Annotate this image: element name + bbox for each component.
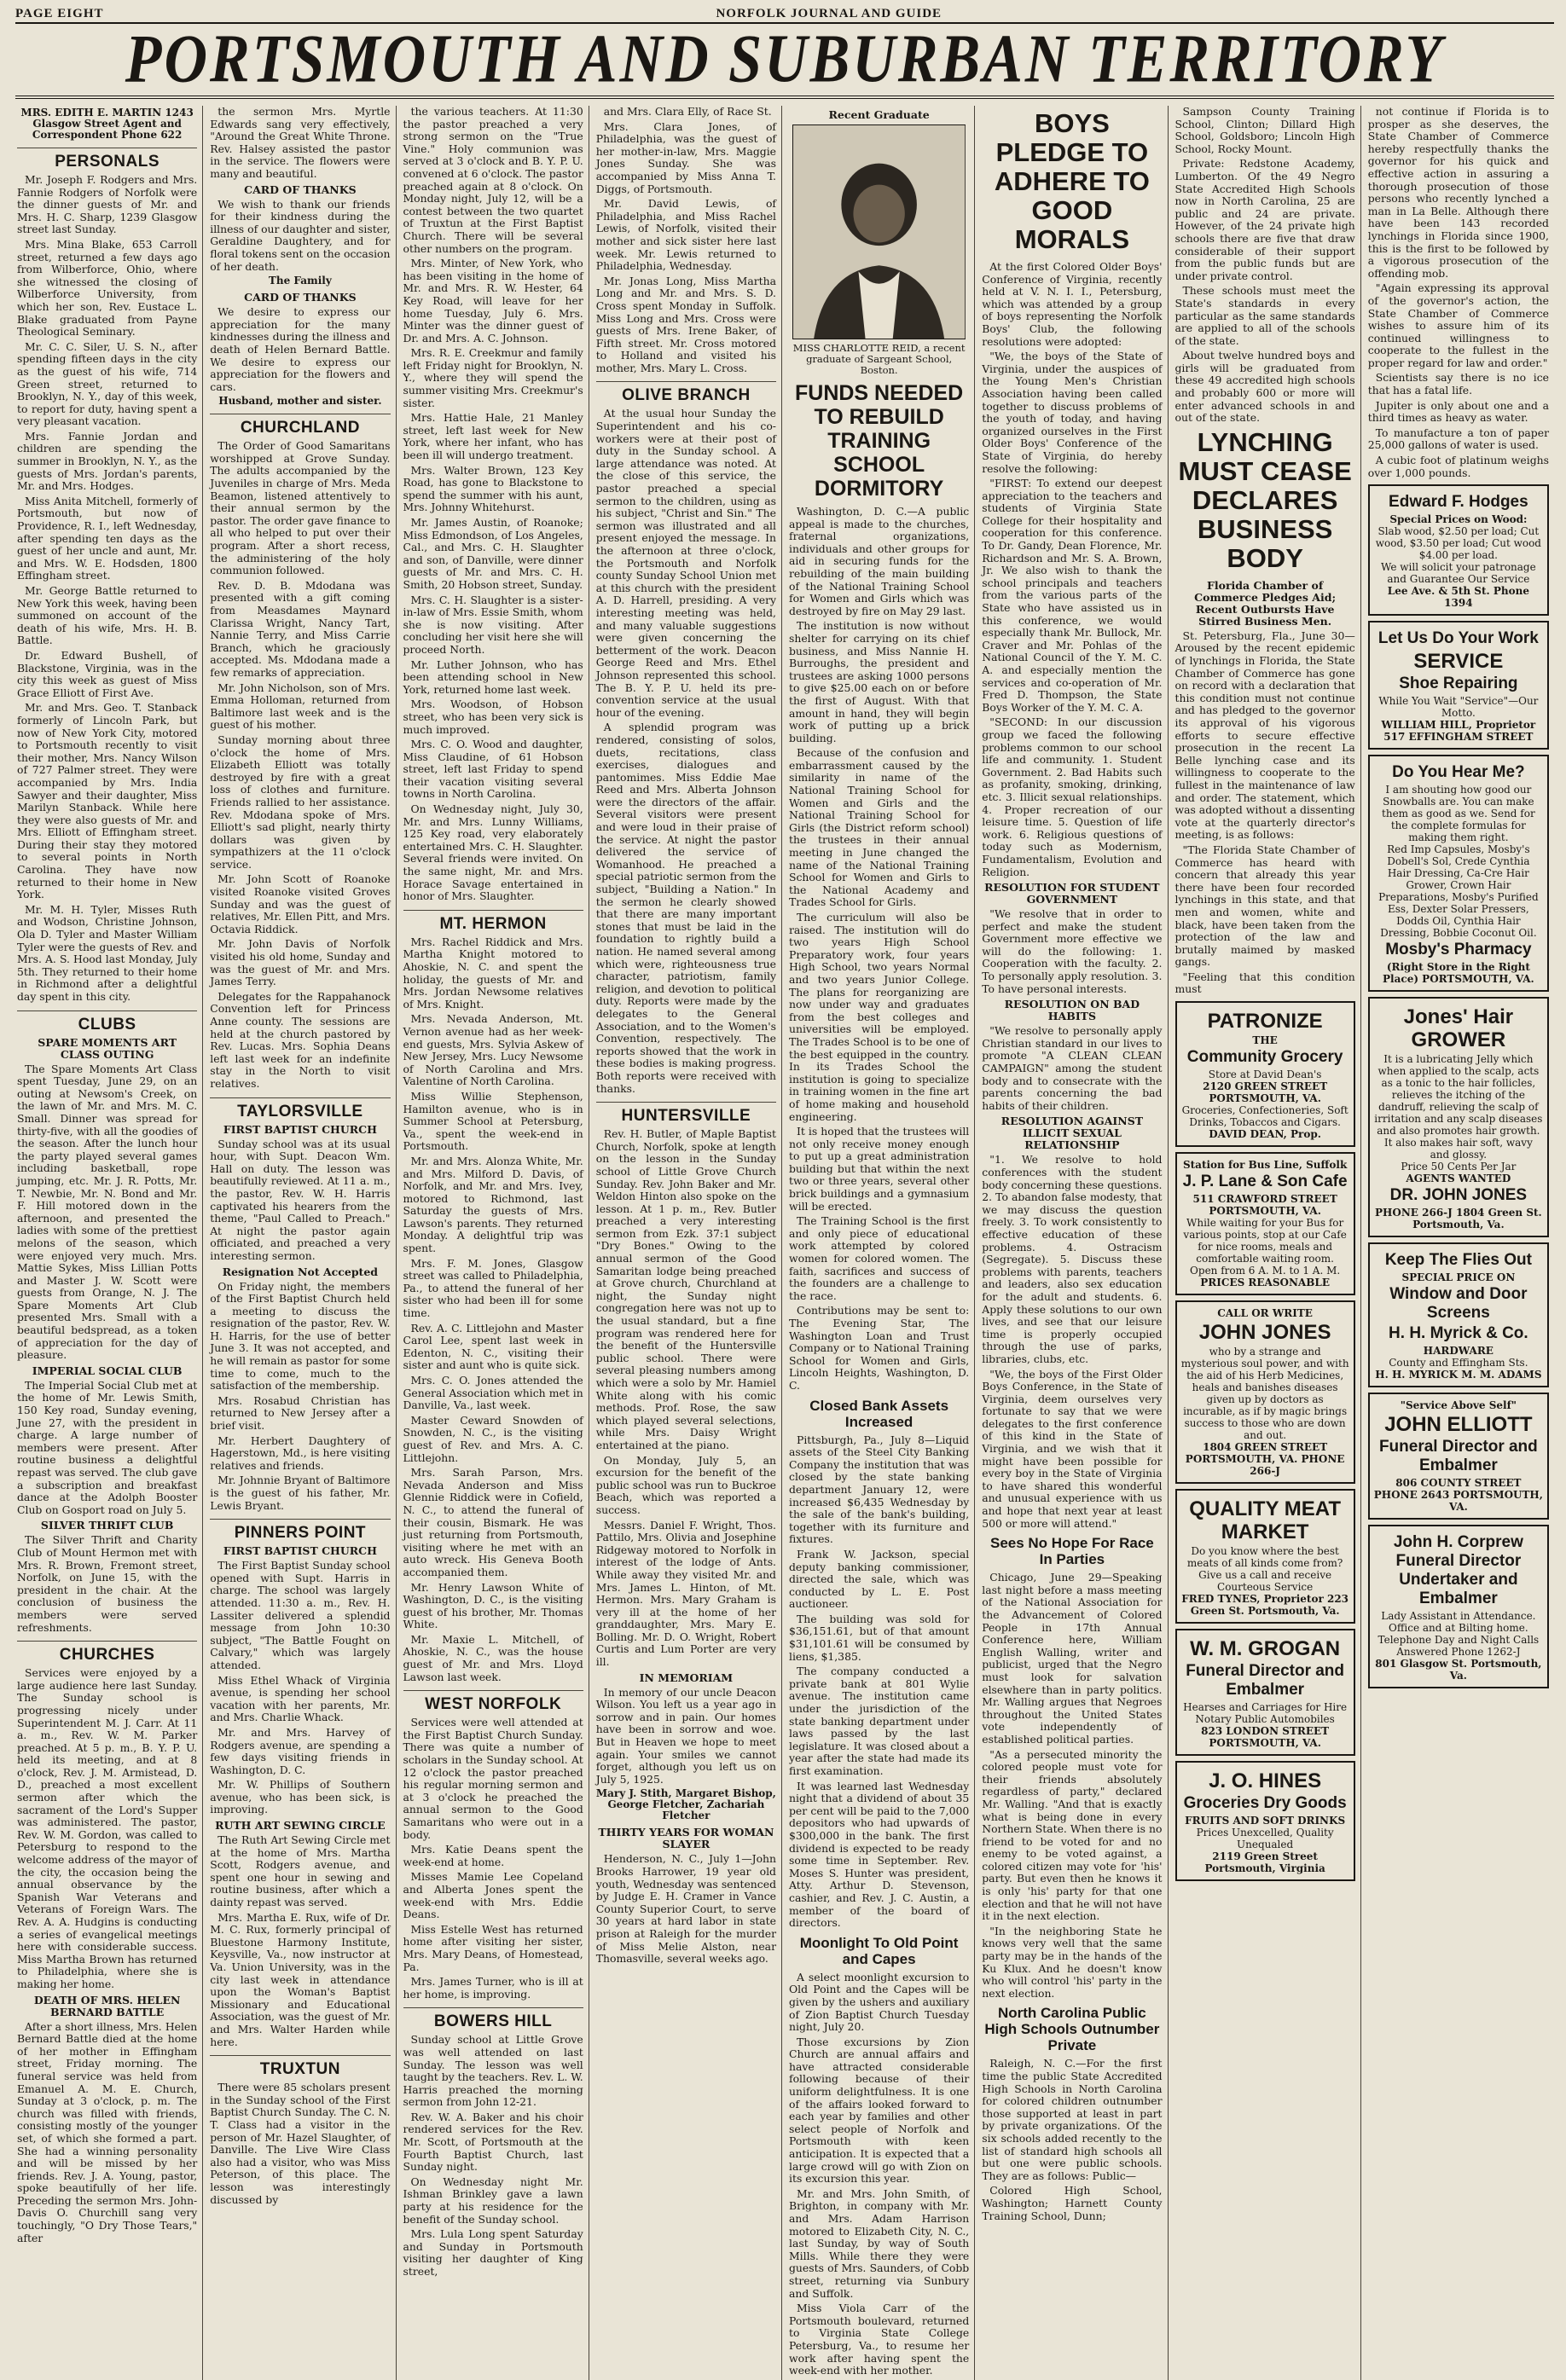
headline: Sees No Hope For Race In Parties (989, 1535, 1154, 1568)
article-paragraph: Mrs. R. E. Creekmur and family left Friday night for Brooklyn, N. Y., where they will spend the summer visiting Mrs. Creekmur's sister. (403, 346, 583, 409)
advertisement-service (1368, 621, 1549, 750)
article-paragraph: Sunday morning about three o'clock the home of Mrs. Elizabeth Elliott was totally destroyed by fire with a great loss of clothes and furniture. Friends rallied to her assistance. Rev. Mdodana spoke of Mrs. Elliott's sad plight, nearly thirty dollars was given by sympathizers at the 11 o'clock service. (210, 733, 391, 871)
article-paragraph: Mrs. C. O. Wood and daughter, Miss Claudine, of 61 Hobson street, left last Friday to spend their vacation visiting several towns in North Carolina. (403, 738, 583, 801)
headline: LYNCHING MUST CEASE DECLARES BUSINESS BODY (1178, 426, 1352, 573)
article-paragraph: Frank W. Jackson, special deputy banking commissioner, directed the sale, which was conducted by L. E. Post auctioneer. (789, 1547, 970, 1611)
article-paragraph: On Wednesday night Mr. Ishman Brinkley gave a lawn party at his residence for the benefit of the Sunday school. (403, 2174, 583, 2226)
article-paragraph: It was learned last Wednesday night that a dividend of about 35 per cent will be paid to the 7,000 depositors who had upwards of $300,000 in the bank. The first dividend is expected to be ready some time in September. Rev. Moses S. Hunter was president, Atty. Arthur D. Stevenson, cashier, and Rev. J. C. Austin, a member of the board of directors. (789, 1779, 970, 1930)
ad-line: WILLIAM HILL, Proprietor 517 EFFINGHAM STREET (1381, 719, 1536, 744)
ad-line: 2120 GREEN STREET PORTSMOUTH, VA. (1203, 1080, 1328, 1105)
ad-line: Funeral Director and Embalmer (1378, 1438, 1538, 1475)
ad-line: HARDWARE (1423, 1345, 1494, 1358)
ad-line: (Right Store in the Right Place) PORTSMOUTH, VA. (1383, 961, 1534, 986)
article-paragraph: Master Ceward Snowden of Snowden, N. C., is the visiting guest of Rev. and Mrs. A. C. Littlejohn. (403, 1413, 583, 1464)
article-paragraph: At the usual hour Sunday the Superintendent and his co-workers were at their post of duty in the Sunday school. A large attendance was noted. At the close of this service, the pastor preached a special sermon to the children, using as his subject, "Christ and Sin." The sermon was illustrated and all present enjoyed the message. In the afternoon at three o'clock, the Portsmouth and Norfolk county Sunday School Union met at this church with the president A. D. Harrell, presiding. A very interesting meeting was held, and many valuable suggestions were given concerning the betterment of the work. Deacon George Reed and Mrs. Ethel Johnson represented this school. The B. Y. P. U. held its pre-convention service at the usual hour of the evening. (595, 407, 776, 719)
article-paragraph: On Friday night, the members of the First Baptist Church held a meeting to discuss the resignation of the pastor, Rev. W. H. Harris, for the use of better June 3. It was not accepted, and he will remain as pastor for some time to come, much to the satisfaction of the membership. (210, 1279, 391, 1393)
article-paragraph: Mr. and Mrs. John Smith, of Brighton, in company with Mr. and Mrs. Adam Harrison motored to Elizabeth City, N. C., last Sunday, by way of South Mills. While there they were guests of Mrs. Saunders, of Cobb street, returning via Sunbury and Suffolk. (789, 2186, 970, 2300)
advertisement-mosby (1368, 755, 1549, 992)
article-paragraph: Mrs. Minter, of New York, who has been visiting in the home of Mr. and Mrs. R. W. Hester, 64 Key Road, will leave for her home Tuesday, July 6. Mrs. Minter was the dinner guest of Dr. and Mrs. A. C. Johnson. (403, 257, 583, 345)
ad-line: DAVID DEAN, Prop. (1209, 1128, 1321, 1141)
ad-line: Let Us Do Your Work (1378, 629, 1539, 648)
ad-line: DR. JOHN JONES (1389, 1186, 1528, 1205)
article-paragraph: The Silver Thrift and Charity Club of Mount Hermon met with Mrs. R. Brown, Fremont street, Norfolk, on June 15, with the president in the chair. At the conclusion of business the members were served refreshments. (17, 1533, 198, 1634)
column-7 (1174, 106, 1361, 2380)
article-paragraph: Mrs. Lula Long spent Saturday and Sunday in Portsmouth visiting her daughter of King street, (403, 2227, 583, 2278)
ad-line: J. O. HINES (1209, 1769, 1322, 1793)
subheading: Florida Chamber of Commerce Pledges Aid; Recent Outbursts Have Stirred Business Men. (1194, 578, 1337, 628)
ad-line: H. H. Myrick & Co. (1389, 1324, 1528, 1343)
article-paragraph: "1. We resolve to hold conferences with the student body concerning these questions. 2. To abandon false modesty, that we may discuss the question freely. 3. To work consistently to effective education of these problems. 4. Ostracism (Segregate). 5. Discuss these problems with parents, teachers and leaders, also sex education for the adult and students. 6. Apply these solutions to our own lives, and see that our leisure time is properly occupied through the use of parks, libraries, clubs, etc. (982, 1153, 1163, 1365)
ad-line: 806 COUNTY STREET PHONE 2643 PORTSMOUTH, VA. (1373, 1477, 1543, 1514)
section-banner (15, 21, 1554, 99)
article-paragraph: The Ruth Art Sewing Circle met at the home of Mrs. Martha Scott, Rodgers avenue, and spent one hour in sewing and routine business, after which a dainty repast was served. (210, 1833, 391, 1909)
article-paragraph: "SECOND: In our discussion group we faced the following problems common to our school life and community. 1. Student Government. 2. Bad Habits such as profanity, smoking, drinking, etc. 3. Illicit sexual relationships. 4. Proper recreation of our leisure time. 5. Question of life work. 6. Religious questions of today such as Modernism, Fundamentalism, Evolution and Religion. (982, 715, 1163, 878)
article-paragraph: Mrs. Sarah Parson, Mrs. Nevada Anderson and Miss Glennie Riddick were in Cofield, N. C., to attend the funeral of their cousin, Bismark. He was just returning from Portsmouth, visiting where he met with an auto wreck. His Geneva Booth accompanied them. (403, 1466, 583, 1578)
section-heading: TAYLORSVILLE (210, 1097, 390, 1121)
ad-line: I am shouting how good our Snowballs are. You can make them as good as we. Send for the complete formulas for making them right. (1382, 784, 1535, 844)
ad-line: H. H. MYRICK M. M. ADAMS (1375, 1369, 1542, 1381)
ad-line: 2119 Green Street Portsmouth, Virginia (1204, 1850, 1325, 1875)
subheading: IMPERIAL SOCIAL CLUB (32, 1364, 183, 1377)
ad-line: Mosby's Pharmacy (1385, 941, 1532, 959)
column-5 (787, 106, 975, 2380)
subheading: Resignation Not Accepted (222, 1265, 379, 1278)
ad-line: SERVICE (1413, 650, 1504, 674)
article-paragraph: Miss Anita Mitchell, formerly of Portsmouth, but now of Providence, R. I., left Wednesday, after spending ten days as the guest of her uncle and aunt, Mr. and Mrs. W. E. Hodsden, 1800 Effingham street. (17, 494, 198, 582)
subheading: SILVER THRIFT CLUB (40, 1519, 174, 1532)
advertisement-elliott (1368, 1393, 1549, 1520)
article-paragraph: Mrs. Rosabud Christian has returned to New Jersey after a brief visit. (210, 1393, 391, 1433)
advertisement-jones (1175, 1300, 1355, 1484)
article-paragraph: "FIRST: To extend our deepest appreciation to the teachers and students of Virginia State College for their hospitality and cooperation for this conference. To Dr. Gandy, Dean Florence, Mr. Richardson and Mr. S. A. Brown, Jr. We also wish to thank the school principals and teachers from the various parts of the State who have assisted us in this conference, we would especially thank Mr. Bullock, Mr. Craver and Mr. Pohlas of the National Council of the Y. M. C. A. and especially mention the services and co-operation of Mr. Fred D. Thompson, the State Boys Worker of the Y. M. C. A. (982, 477, 1163, 714)
column-2 (208, 106, 396, 2380)
article-paragraph: Chicago, June 29—Speaking last night before a mass meeting of the National Association for the Advancement of Colored People in 17th Annual Conference here, William English Walling, writer and publicist, urged that the Negro must look for salvation elsewhere than in party politics. Mr. Walling argues that Negroes throughout the United States vote independently of established political parties. (982, 1571, 1163, 1746)
advertisement-hodges (1368, 484, 1549, 616)
ad-line: CALL OR WRITE (1217, 1307, 1313, 1320)
article-paragraph: Mr. John Scott of Roanoke visited Roanoke visited Groves Sunday and was the guest of relatives, Mr. Ellen Pitt, and Mrs. Octavia Riddick. (210, 872, 391, 935)
article-paragraph: Mrs. Fannie Jordan and children are spending the summer in Brooklyn, N. Y., as the guests of Mrs. Jordan's parents, Mr. and Mrs. Hodges. (17, 429, 198, 493)
article-paragraph: the various teachers. At 11:30 the pastor preached a very strong sermon on the "True Vine." Holy communion was served at 3 o'clock and B. Y. P. U. convened at 6 o'clock. The pastor preached again at 8 o'clock. On Monday night, July 12, will be a contest between the two quartet of Truxtun at the First Baptist Church. There will be several other numbers on the program. (403, 105, 583, 255)
ad-line: QUALITY MEAT MARKET (1189, 1497, 1342, 1544)
article-paragraph: Because of the confusion and embarrassment caused by the similarity in name of the National Training School for Women and Girls and the National Training School for Girls (the District reform school) the trustees in their annual meeting in June changed the name of the National Training School for Women and Girls to the National Academy and Trades School for Girls. (789, 746, 970, 909)
article-paragraph: The Training School is the first and only piece of educational work attempted by colored women for colored women. The faith, sacrifices and success of the founders are a challenge to the race. (789, 1214, 970, 1302)
article-paragraph: Mr. James Austin, of Roanoke; Miss Edmondson, of Los Angeles, Cal., and Mrs. C. H. Slaughter and son, of Danville, were dinner guests of Mr. and Mrs. C. H. Smith, 20 Hobson street, Sunday. (403, 516, 583, 591)
article-paragraph: Mrs. Woodson, of Hobson street, who has been very sick is much improved. (403, 698, 583, 736)
article-paragraph: St. Petersburg, Fla., June 30—Aroused by the recent epidemic of lynchings in Florida, the State Chamber of Commerce has gone on record with a declaration that this condition must not continue and has pledged to the governor its approval of his vigorous efforts to secure effective prosecution in the recent La Belle lynching case and its willingness to cooperate to the fullest in the maintenance of law and order. The statement, which was adopted without a dissenting vote at the quarterly director's meeting, is as follows: (1174, 628, 1355, 842)
ad-line: PRICES REASONABLE (1200, 1277, 1330, 1289)
article-paragraph: Mr. Luther Johnson, who has been attending school in New York, returned home last week. (403, 657, 583, 696)
ad-line: County and Effingham Sts. (1389, 1357, 1528, 1370)
ad-line: JOHN JONES (1198, 1321, 1331, 1345)
subheading: FIRST BAPTIST CHURCH (223, 1544, 377, 1558)
article-paragraph: On Wednesday night, July 30, Mr. and Mrs. Lunny Williams, 125 Key road, very elaborately entertained Mrs. C. H. Slaughter. Several friends were invited. On the same night, Mr. and Mrs. Horace Savage entertained in honor of Mrs. Slaughter. (403, 802, 583, 903)
article-paragraph: A select moonlight excursion to Old Point and the Capes will be given by the ushers and auxiliary of Zion Baptist Church Tuesday night, July 20. (789, 1970, 970, 2034)
article-paragraph: The Spare Moments Art Class spent Tuesday, June 29, on an outing at Newsom's Creek, on the lawn of Mr. and Mrs. M. C. Small. Dinner was spread for thirty-five, with all the goodies of the season. After the lunch hour the party played several games including basketball, rope jumping, etc. Mr. J. R. Potts, Mr. T. Newbie, Mr. N. Bond and Mr. F. Hill motored down in the afternoon, and presented the ladies with some of the prettiest melons of the season, which were enjoyed very much. Mrs. Mattie Sykes, Miss Lillian Potts and Master J. W. Scott were guests from Orange, N. J. The Spare Moments Art Club presented Mrs. Small with a beautiful bedspread, as a token of appreciation for the day of pleasure. (17, 1062, 198, 1362)
section-heading: BOWERS HILL (403, 2007, 583, 2030)
ad-line: Groceries Dry Goods (1183, 1794, 1347, 1813)
ad-line: Shoe Repairing (1399, 675, 1518, 693)
subheading: IN MEMORIAM (639, 1671, 734, 1684)
article-paragraph: Rev. W. A. Baker and his choir rendered services for the Rev. Mr. Scott, of Portsmouth at the Fourth Baptist Church, last Sunday night. (403, 2110, 583, 2174)
article-paragraph: After a short illness, Mrs. Helen Bernard Battle died at the home of her mother in Effingham street, Friday morning. The funeral service was held from Emanuel A. M. E. Church, Sunday at 3 o'clock, p. m. The church was filled with friends, consisting mostly of the younger set, of which she formed a part. She had a winning personality and will be missed by her friends. Rev. J. A. Young, pastor, spoke beautifully of her life. Preceding the sermon Mrs. John-Davis O. Churchill sang very touchingly, "O Dry Those Tears," after (17, 2019, 198, 2244)
article-paragraph: These schools must meet the State's standards in every particular as the same standards are applied to all of the schools of the state. (1174, 284, 1355, 347)
newspaper-name: NORFOLK JOURNAL AND GUIDE (716, 6, 942, 20)
article-paragraph: Those excursions by Zion Church are annual affairs and have attracted considerable following because of their uniform delightfulness. It is one of the affairs looked forward to each year by families and other select people of Norfolk and Portsmouth with keen anticipation. It is expected that a large crowd will go with Zion on its excursion this year. (789, 2035, 970, 2186)
byline: Husband, mother and sister. (218, 395, 382, 408)
article-paragraph: "As a persecuted minority the colored people must vote for their friends absolutely regardless of party," declared Mr. Walling. "And that is exactly what is being done in every Northern State. When there is no friend to be voted for and no enemy to be voted against, a colored citizen may vote for 'his' party. But even then he knows it is only 'his' party for that one election and that he will not have it in the next election. (982, 1747, 1163, 1923)
article-paragraph: Services were enjoyed by a large audience here last Sunday. The Sunday school is progressing nicely under Superintendent M. J. Carr. At 11 a. m., Rev. W. M. Parker preached. At 5 p. m., B. Y. P. U. held its meeting, and at 8 o'clock, Rev. J. M. Armistead, D. D., preached a most excellent sermon after which the sacrament of the Lord's Supper was administered. The pastor, Rev. W. M. Gordon, was called to Petersburg to respond to the welcome address of the mayor of the city, the occasion being the annual observance by the Spanish War Veterans and Veterans of Foreign Wars. The Rev. A. A. Hudgins is conducting a series of evangelical meetings here with considerable success. Miss Martha Brown has returned to Philadelphia, where she is making her home. (17, 1666, 198, 1990)
ad-line: While waiting for your Bus for various points, stop at our Cafe for nice rooms, meals and comfortable waiting room. (1183, 1217, 1347, 1265)
article-paragraph: Mr. M. H. Tyler, Misses Ruth and Wodson, Christine Johnson, Ola D. Tyler and Master William Tyler were the guests of Rev. and Mrs. A. S. Hood last Monday, July 5th. They returned to their home in Richmond after a delightful day spent in this city. (17, 902, 198, 1003)
subheading: CARD OF THANKS (244, 291, 357, 304)
headline: Closed Bank Assets Increased (809, 1397, 949, 1430)
article-paragraph: Messrs. Daniel F. Wright, Thos. Pattilo, Mrs. Olivia and Josephine Ridgeway motored to Norfolk in interest of the lodge of Ants. While away they visited Mr. and Mrs. James L. Hinton, of Mt. Hermon. Mrs. Mary Graham is very ill at the home of her granddaughter, Mrs. Mary E. Bolling. Mr. D. O. Wright, Robert Curtis and Lum Porter are very ill. (595, 1518, 776, 1669)
advertisement-grower (1368, 997, 1549, 1237)
article-paragraph: Scientists say there is no ice that has a fatal life. (1367, 371, 1549, 397)
ad-line: W. M. GROGAN (1190, 1637, 1341, 1661)
article-paragraph: Miss Viola Carr of the Portsmouth boulevard, returned to Virginia State College Petersburg, Va., to resume her work after having spent the week-end with her mother. (789, 2302, 970, 2377)
article-paragraph: Henderson, N. C., July 1—John Brooks Harrower, 19 year old youth, Wednesday was sentenced by Judge E. H. Cramer in Vance County Superior Court, to serve 30 years at hard labor in state prison at Raleigh for the murder of Miss Melie Alston, near Thomasville, several weeks ago. (595, 1852, 776, 1966)
article-paragraph: Mr. and Mrs. Alonza White, Mr. and Mrs. Milford D. Davis, of Norfolk, and Mr. and Mrs. Ivey, motored to Richmond, last Saturday the guests of Mrs. Lawson's parents. They returned Monday. A delightful trip was spent. (403, 1154, 583, 1255)
subheading: RESOLUTION AGAINST ILLICIT SEXUAL RELATIONSHIP (1000, 1115, 1144, 1152)
section-heading: MT. HERMON (403, 910, 583, 933)
ad-line: Keep The Flies Out (1384, 1251, 1532, 1270)
ad-line: Red Imp Capsules, Mosby's Dobell's Sol, Crede Cynthia Hair Dressing, Ca-Cre Hair Grower, Crown Hair Preparations, Mosby's Purified Ess, Dexter Solar Pressers, Dodds Oil, Cynthia Hair Dressing, Bobbie Coconut Oil. (1378, 843, 1539, 940)
ad-line: Slab wood, $2.50 per load; Cut wood, $3.50 per load; Cut wood $4.00 per load. (1375, 525, 1541, 562)
headline: North Carolina Public High Schools Outnumber Private (984, 2005, 1160, 2054)
section-heading: CHURCHLAND (210, 414, 390, 437)
article-paragraph: Mrs. Hattie Hale, 21 Manley street, left last week for New York, where her infant, who has been ill will undergo treatment. (403, 411, 583, 462)
subheading: SPARE MOMENTS ART CLASS OUTING (38, 1035, 177, 1061)
ad-line: 823 LONDON STREET PORTSMOUTH, VA. (1201, 1725, 1330, 1750)
advertisement-corprew (1368, 1525, 1549, 1688)
section-heading: CHURCHES (17, 1641, 197, 1664)
article-paragraph: Contributions may be sent to: The Evening Star, The Washington Loan and Trust Company or to National Training School for Women and Girls, Lincoln Heights, Washington, D. C. (789, 1304, 970, 1392)
ad-line: We will solicit your patronage and Guarantee Our Service (1381, 561, 1536, 586)
ad-line: "Service Above Self" (1400, 1399, 1517, 1412)
article-paragraph: Pittsburgh, Pa., July 8—Liquid assets of the Steel City Banking Company the institution that was closed by the state banking department January 12, were increased $6,435 Wednesday by the sale of the bank's building, together with its furniture and fixtures. (789, 1433, 970, 1546)
ad-line: 1804 GREEN STREET PORTSMOUTH, VA. PHONE 266-J (1185, 1441, 1345, 1478)
section-title: PORTSMOUTH AND SUBURBAN TERRITORY (125, 21, 1445, 97)
article-paragraph: Mr. George Battle returned to New York this week, having been summoned on account of the death of his wife, Mrs. H. B. Battle. (17, 584, 198, 647)
ad-line: Price 50 Cents Per Jar (1401, 1161, 1517, 1173)
article-paragraph: The curriculum will also be raised. The institution will do two years High School Preparatory work, four years High School, two years Normal and two years Junior College. The plans for reorganizing are now under way and graduates from the best colleges and universities will be employed. The Trades School is to be one of the best equipped in the country. In its Trades School the institution is going to specialize in training women in the fine art of home making and household engineering. (789, 911, 970, 1123)
section-heading: OLIVE BRANCH (596, 381, 776, 404)
section-heading: TRUXTUN (210, 2055, 390, 2078)
article-paragraph: Jupiter is only about one and a third times as heavy as water. (1367, 398, 1549, 425)
advertisement-patronize (1175, 1001, 1355, 1147)
article-paragraph: Mr. and Mrs. Geo. T. Stanback formerly of Lincoln Park, but now of New York City, motored to Portsmouth recently to visit their mother, Mrs. Nancy Wilson of 727 Palmer street. They were accompanied by Mrs. India Sawyer and their daughter, Miss Marilyn Stanback. While here they were also guests of Mr. and Mrs. Elliott of Effingham street. During their stay they motored to several points in North Carolina. They have now returned to their home in New York. (17, 701, 198, 901)
headline: BOYS PLEDGE TO ADHERE TO GOOD MORALS (994, 108, 1150, 254)
subheading: RESOLUTION ON BAD HABITS (1004, 998, 1140, 1023)
article-paragraph: About twelve hundred boys and girls will be graduated from these 49 accredited high schools and probably 600 or more will enter advanced schools in and out of the state. (1174, 349, 1355, 425)
article-paragraph: The First Baptist Sunday school opened with Supt. Harris in charge. The school was largely attended. 11:30 a. m., Rev. H. Lassiter delivered a splendid message from John 10:30 subject, "The Battle Fought on Calvary," which was largely attended. (210, 1559, 391, 1671)
article-paragraph: Miss Willie Stephenson, Hamilton avenue, who is in Summer School at Petersburg, Va., spent the week-end in Portsmouth. (403, 1089, 583, 1153)
ad-line: Do You Hear Me? (1392, 763, 1525, 782)
section-heading: WEST NORFOLK (403, 1690, 583, 1713)
article-paragraph: Mrs. F. M. Jones, Glasgow street was called to Philadelphia, Pa., to attend the funeral of her sister who had been ill for some time. (403, 1256, 583, 1320)
advertisement-grogan (1175, 1629, 1355, 1756)
article-paragraph: Mr. C. C. Siler, U. S. N., after spending fifteen days in the city as the guest of his wife, 714 Green street, returned to Brooklyn, N. Y., day of this week, to report for duty, having spent a very pleasant vacation. (17, 339, 198, 428)
advertisement-hines (1175, 1761, 1355, 1881)
ad-line: Open from 6 A. M. to 1 A. M. (1190, 1265, 1341, 1277)
article-paragraph: Mrs. C. O. Jones attended the General Association which met in Danville, Va., last week. (403, 1374, 583, 1412)
article-paragraph: "In the neighboring State he knows very well that the same party may be in the hands of the Ku Klux. And he doesn't know who will control 'his' party in the next election. (982, 1924, 1163, 2000)
article-paragraph: The Imperial Social Club met at the home of Mr. Lewis Smith, 150 Key road, Sunday evening, June 27, with the president in charge. A large number of members were present. After routine business a delightful repast was served. The club gave a subscription and breakfast dance at the Adolph Booster Club on Gosport road on July 5. (17, 1378, 198, 1516)
column-1 (15, 106, 203, 2380)
ad-line: Jones' Hair GROWER (1403, 1005, 1514, 1052)
article-paragraph: Sunday school at Little Grove was well attended on last Sunday. The lesson was well taught by the teachers. Rev. L. W. Harris preached the morning sermon from John 12-21. (403, 2033, 583, 2109)
article-paragraph: The Order of Good Samaritans worshipped at Grove Sunday. The adults accompanied by the Juveniles in charge of Mrs. Meda Beamon, listened attentively to their annual sermon by the pastor. The order gave finance to all who helped to put over their program. After a short recess, the administering of the holy communion followed. (210, 439, 391, 577)
headline: Moonlight To Old Point and Capes (799, 1934, 959, 1967)
advertisement-lane (1175, 1152, 1355, 1295)
article-paragraph: Rev. A. C. Littlejohn and Master Carol Lee, spent last week in Edenton, N. C., visiting their sister and aunt who is quite sick. (403, 1321, 583, 1372)
article-paragraph: "We resolve to personally apply Christian standard in our lives to promote "A CLEAN CLEAN CAMPAIGN" among the student body and to consecrate with the parents concerning the bad habits of their children. (982, 1024, 1163, 1112)
article-paragraph: Mrs. Mina Blake, 653 Carroll street, returned a few days ago from Wilberforce, Ohio, where she witnessed the closing of Wilberforce University, from which her son, Rev. Eustace L. Blake graduated from Payne Theological Seminary. (17, 237, 198, 339)
article-paragraph: There were 85 scholars present in the Sunday school of the First Baptist Church Sunday. The C. N. T. Class had a visitor in the person of Mr. Hazel Slaughter, of Danville. The Live Wire Class also had a visitor, who was Miss Peterson, of this place. The lesson was interestingly discussed by (210, 2081, 391, 2206)
ad-line: Do you know where the best meats of all kinds come from? Give us a call and receive Courteous Service (1186, 1545, 1343, 1594)
article-paragraph: Sunday school was at its usual hour, with Supt. Deacon Wm. Hall on duty. The lesson was beautifully reviewed. At 11 a. m., the pastor, Rev. W. H. Harris captivated his hearers from the theme, "Paul Called to Preach." At night the pastor again officiated, and preached a very interesting sermon. (210, 1137, 391, 1262)
ad-line: Window and Door Screens (1389, 1285, 1528, 1323)
ad-line: Hearses and Carriages for Hire Notary Public Automobiles (1183, 1701, 1348, 1726)
article-paragraph: Miss Ethel Whack of Virginia avenue, is spending her school vacation with her parents, Mr. and Mrs. Charlie Whack. (210, 1673, 391, 1724)
article-paragraph: A splendid program was rendered, consisting of solos, duets, recitations, class exercises, dialogues and pantomimes. Miss Eddie Mae Reed and Mrs. Alberta Johnson were the directors of the affair. Several visitors were present and were loud in their praise of the service. At night the pastor delivered the service of Womanhood. He preached a special patriotic sermon from the subject, "Building a Nation." In the sermon he clearly showed that there are many important stones that must be laid in the foundation to rightly build a nation. He named several among which were, righteousness true character, patriotism, family religion, and devotion to political duty. Reports were made by the delegates to the General Association, and to the Women's Convention, respectively. The reports showed that the work in these bodies is making progress. Both reports were received with thanks. (595, 721, 776, 1095)
subheading: THIRTY YEARS FOR WOMAN SLAYER (598, 1826, 774, 1851)
ad-line: Edward F. Hodges (1389, 493, 1528, 512)
article-paragraph: and Mrs. Clara Elly, of Race St. (603, 105, 772, 118)
section-heading: PERSONALS (17, 148, 197, 171)
subheading: Recent Graduate (828, 108, 930, 121)
section-heading: PINNERS POINT (210, 1519, 390, 1542)
subheading: CARD OF THANKS (244, 182, 357, 196)
article-paragraph: Washington, D. C.—A public appeal is made to the churches, fraternal organizations, individuals and other groups for aid in securing funds for the rebuilding of the main building of the National Training School for Women and Girls which was destroyed by fire on May 29 last. (789, 505, 970, 617)
ad-line: J. P. Lane & Son Cafe (1182, 1173, 1348, 1191)
article-paragraph: "The Florida State Chamber of Commerce has heard with concern that already this year there have been four recorded lynchings in this state, and that men and women, white and black, have been taken from the protection of the law and brutally maimed by masked gangs. (1174, 843, 1355, 969)
ad-line: PATRONIZE (1207, 1010, 1323, 1034)
subheading: FIRST BAPTIST CHURCH (223, 1122, 377, 1136)
column-4 (594, 106, 782, 2380)
byline: Mary J. Stith, Margaret Bishop, George Fletcher, Zachariah Fletcher (595, 1787, 776, 1822)
ad-line: THE (1252, 1034, 1278, 1047)
article-paragraph: At the first Colored Older Boys' Conference of Virginia, recently held at V. N. I. I., Petersburg, which was attended by a group of boys representing the Norfolk Boys' Club, the following resolutions were adopted: (982, 260, 1163, 348)
article-paragraph: "Feeling that this condition must (1174, 970, 1355, 996)
article-paragraph: Mrs. James Turner, who is ill at her home, is improving. (403, 1975, 583, 2001)
advertisement-flies (1368, 1242, 1549, 1387)
column-8 (1366, 106, 1554, 2380)
article-paragraph: Raleigh, N. C.—For the first time the public State Accredited High Schools in North Carolina for colored children outnumber those supported at least in part by private organizations. Of the six schools added recently to the list of standard high schools all but one were public schools. They are as follows: Public— (982, 2057, 1163, 2182)
ad-line: PHONE 266-J 1804 Green St. Portsmouth, Va. (1375, 1207, 1542, 1231)
ad-line: It is a lubricating Jelly which when applied to the scalp, acts as a tonic to the hair follicles, relieves the itching of the dandruff, relieving the scalp of irritation and any scalp diseases and also promotes hair growth. It also makes hair soft, wavy and glossy. (1374, 1053, 1543, 1161)
article-paragraph: Mrs. C. H. Slaughter is a sister-in-law of Mrs. Essie Smith, whom she is now visiting. After concluding her visit here she will proceed North. (403, 593, 583, 656)
ad-line: Station for Bus Line, Suffolk (1182, 1159, 1348, 1172)
article-paragraph: To manufacture a ton of paper 25,000 gallons of water is used. (1367, 426, 1549, 452)
article-paragraph: Mrs. Katie Deans spent the week-end at home. (403, 1843, 583, 1868)
article-paragraph: the sermon Mrs. Myrtle Edwards sang very effectively, "Around the Great White Throne. Rev. Halsey assisted the pastor in the service. The flowers were many and beautiful. (210, 105, 391, 180)
subheading: RESOLUTION FOR STUDENT GOVERNMENT (984, 881, 1160, 906)
article-paragraph: Private: Redstone Academy, Lumberton. Of the 49 Negro State Accredited High Schools now in North Carolina, 25 are public and 24 are private. However, of the 24 private high schools there are five that draw considerable of their support from the public funds but are under private control. (1174, 157, 1355, 282)
article-paragraph: Mr. and Mrs. Harvey of Rodgers avenue, are spending a few days visiting friends in Washington, D. C. (210, 1725, 391, 1776)
ad-line: Community Grocery (1186, 1048, 1343, 1067)
advertisement-meat (1175, 1489, 1355, 1624)
byline: MRS. EDITH E. MARTIN 1243 Glasgow Street Agent and Correspondent Phone 622 (20, 107, 194, 141)
subheading: DEATH OF MRS. HELEN BERNARD BATTLE (33, 1993, 181, 2018)
article-paragraph: "We, the boys of the First Older Boys Conference, in the State of Virginia, deem ourselves very fortunate to say that we were delegates to the first conference of this kind in the State of Virginia, and we wish that it might have been possible for every boy in the State of Virginia to have shared this wonderful and unusual experience with us and hope that next year at least 500 or more will attend." (982, 1367, 1163, 1530)
column-3 (402, 106, 589, 2380)
article-paragraph: "We, the boys of the State of Virginia, under the auspices of the Young Men's Christian Association having been called together to discuss problems of the youth of today, and having organized ourselves in the First Older Boys' Conference of the State of Virginia, do hereby resolve the following: (982, 350, 1163, 475)
ad-line: Lee Ave. & 5th St. Phone 1394 (1387, 585, 1529, 610)
headline: FUNDS NEEDED TO REBUILD TRAINING SCHOOL DORMITORY (795, 381, 964, 501)
article-paragraph: Mr. Herbert Daughtery of Hagerstown, Md., is here visiting relatives and friends. (210, 1433, 391, 1472)
ad-line: John H. Corprew Funeral Director Undertaker and Embalmer (1393, 1533, 1523, 1608)
article-paragraph: Mrs. Rachel Riddick and Mrs. Martha Knight motored to Ahoskie, N. C. and spent the holiday, the guests of Mr. and Mrs. Jordan Newsome relatives of Mrs. Knight. (403, 935, 583, 1010)
article-paragraph: not continue if Florida is to prosper as she deserves, the State Chamber of Commerce hereby respectfully thanks the governor for his quick and effective action in assuring a thorough prosecution of those persons who recently lynched a man in La Belle. Although there have been 143 recorded lynchings in Florida since 1900, this is the first to be followed by a vigorous prosecution of the offending mob. (1367, 105, 1549, 280)
article-paragraph: Misses Mamie Lee Copeland and Alberta Jones spent the week-end with Mrs. Eddie Deans. (403, 1870, 583, 1921)
article-paragraph: A cubic foot of platinum weighs over 1,000 pounds. (1367, 454, 1549, 479)
article-paragraph: Mr. John Nicholson, son of Mrs. Emma Holloman, returned from Baltimore last week and is the guest of his mother. (210, 680, 391, 732)
article-paragraph: Mrs. Martha E. Rux, wife of Dr. M. C. Rux, formerly principal of Bluestone Harmony Institute, Keysville, Va., now instructor at Va. Union University, was in the city last week in attendance upon the Woman's Baptist Missionary and Educational Association, was the guest of Mr. and Mrs. Walter Harden while here. (210, 1910, 391, 2048)
article-paragraph: Delegates for the Rappahanock Convention left for Princess Anne county. The sessions are held at the church pastored by Rev. Lucas. Mrs. Sophia Deans left last week for an indefinite stay in the North to visit relatives. (210, 989, 391, 1090)
article-columns (15, 105, 1554, 2377)
article-paragraph: Rev. H. Butler, of Maple Baptist Church, Norfolk, spoke at length on the lesson in the Sunday school of Little Grove Church Sunday. Rev. John Baker and Mr. Weldon Hinton also spoke on the lesson. At 1 p. m., Rev. Butler preached a very interesting sermon from Ezk. 37:1 subject "Dry Bones." Owing to the annual sermon of the Good Samaritan lodge being preached at Grove church, Churchland at night, the Sunday night congregation here was not up to the usual standard, but a fine program was rendered here for the benefit of the Huntersville public school. There were several pleasing numbers among which were a solo by Mr. Hamiel White along with his comic methods. Prof. Rose, the saw which played several selections, while Mrs. Daisy Wright entertained at the piano. (595, 1127, 776, 1451)
article-paragraph: Mr. David Lewis, of Philadelphia, and Miss Rachel Lewis, of Norfolk, visited their mother and sick sister here last week. Mr. Lewis returned to Philadelphia, Wednesday. (595, 197, 776, 273)
article-paragraph: Sampson County Training School, Clinton; Dillard High School, Goldsboro; Lincoln High School, Rocky Mount. (1174, 105, 1355, 155)
ad-line: 801 Glasgow St. Portsmouth, Va. (1375, 1658, 1542, 1682)
article-paragraph: On Monday, July 5, an excursion for the benefit of the public school was run to Buckroe Beach, which was reported a success. (595, 1453, 776, 1516)
byline: The Family (268, 275, 332, 287)
article-paragraph: We desire to express our appreciation for the many kindnesses during the illness and death of Helen Bernard Battle. We desire to express our appreciation for the flowers and cars. (210, 305, 391, 393)
section-heading: HUNTERSVILLE (596, 1102, 776, 1125)
ad-line: FRUITS AND SOFT DRINKS (1185, 1815, 1346, 1827)
article-paragraph: Mr. Henry Lawson White of Washington, D. C., is the visiting guest of his brother, Mr. Thomas White. (403, 1580, 583, 1631)
article-paragraph: The institution is now without shelter for carrying on its chief business, and Miss Nannie H. Burroughs, the president and trustees are asking 1000 persons to give $25.00 each on or before the first of August. With that amount in hand, they will begin work of putting up a brick building. (789, 619, 970, 744)
article-paragraph: "Again expressing its approval of the governor's action, the State Chamber of Commerce wishes to assure him of its continued willingness to cooperate to the fullest in the proper regard for law and order." (1367, 281, 1549, 369)
ad-line: JOHN ELLIOTT (1384, 1413, 1533, 1437)
article-paragraph: Dr. Edward Bushell, of Blackstone, Virginia, was in the city this week as guest of Miss Grace Elliott of First Ave. (17, 648, 198, 699)
ad-line: SPECIAL PRICE ON (1401, 1271, 1516, 1284)
ad-line: Special Prices on Wood: (1389, 513, 1528, 526)
section-heading: CLUBS (17, 1010, 197, 1034)
ad-line: FRED TYNES, Proprietor 223 Green St. Portsmouth, Va. (1181, 1593, 1349, 1618)
article-paragraph: Mr. Joseph F. Rodgers and Mrs. Fannie Rodgers of Norfolk were the dinner guests of Mr. and Mrs. H. C. Sharp, 1239 Glasgow street last Sunday. (17, 173, 198, 236)
article-paragraph: "We resolve that in order to perfect and make the student Government more effective we will do the following: 1. Cooperation with the faculty. 2. To personally apply resolution. 3. To have personal interests. (982, 907, 1163, 995)
article-paragraph: The company conducted a private bank at 801 Wylie avenue. The institution came under the jurisdiction of the state banking department under laws passed by the last legislature. It was closed about a year after the state had made its first examination. (789, 1665, 970, 1777)
ad-line: While You Wait "Service"—Our Motto. (1378, 695, 1539, 720)
ad-line: Prices Unexcelled, Quality Unequaled (1196, 1827, 1334, 1851)
ad-line: Funeral Director and Embalmer (1186, 1662, 1345, 1700)
article-paragraph: It is hoped that the trustees will not only receive money enough to put up a great administration building but that within the next two or three years, several other brick buildings and a gymnasium will be erected. (789, 1125, 970, 1213)
ad-line: Groceries, Confectioneries, Soft Drinks, Tobaccos and Cigars. (1181, 1104, 1348, 1129)
article-paragraph: Mrs. Nevada Anderson, Mt. Vernon avenue had as her week-end guests, Mrs. Sylvia Askew of New Jersey, Mrs. Lucy Newsome of North Carolina and Mrs. Valentine of North Carolina. (403, 1012, 583, 1088)
ad-line: who by a strange and mysterious soul power, and with the aid of his Herb Medicines, heals and banishes diseases given up by doctors as incurable, as if by magic brings success to those who are down and out. (1180, 1346, 1349, 1442)
article-paragraph: Miss Estelle West has returned home after visiting her sister, Mrs. Mary Deans, of Homestead, Pa. (403, 1922, 583, 1973)
ad-line: Lady Assistant in Attendance. Office and at Bilting home. Telephone Day and Night Calls Answered Phone 1262-J (1378, 1610, 1540, 1659)
article-paragraph: Rev. D. B. Mdodana was presented with a gift coming from Measdames Maynard Clarissa Wright, Nancy Tart, Nannie Terry, and Miss Carrie Branch, which he graciously accepted. Ms. Mdodana made a few remarks of appreciation. (210, 578, 391, 679)
article-paragraph: We wish to thank our friends for their kindness during the illness of our daughter and sister, Geraldine Daughtery, and for floral tokens sent on the occasion of her death. (210, 197, 391, 273)
article-paragraph: Mr. John Davis of Norfolk visited his old home, Sunday and was the guest of Mr. and Mrs. James Terry. (210, 937, 391, 988)
article-paragraph: Colored High School, Washington; Harnett County Training School, Dunn; (982, 2184, 1163, 2222)
article-paragraph: In memory of our uncle Deacon Wilson. You left us a year ago in sorrow and in pain. Our homes have been in sorrow and woe. But in Heaven we hope to meet again. Your smiles we cannot forget, although you left us on July 5, 1925. (595, 1685, 776, 1786)
ad-line: 511 CRAWFORD STREET PORTSMOUTH, VA. (1192, 1193, 1337, 1218)
column-6 (980, 106, 1168, 2380)
article-paragraph: Mr. W. Phillips of Southern avenue, who has been sick, is improving. (210, 1778, 391, 1816)
article-paragraph: Mr. Johnnie Bryant of Baltimore is the guest of his father, Mr. Lewis Bryant. (210, 1474, 391, 1512)
article-paragraph: Mrs. Walter Brown, 123 Key Road, has gone to Blackstone to spend the summer with his aunt, Mrs. Johnny Whitehurst. (403, 463, 583, 514)
article-paragraph: The building was sold for $36,151.61, but of that amount $31,101.61 will be consumed by liens, $1,385. (789, 1612, 970, 1663)
article-paragraph: Mr. Maxie L. Mitchell, of Ahoskie, N. C., was the house guest of Mr. and Mrs. Lloyd Lawson last week. (403, 1632, 583, 1683)
article-paragraph: Mr. Jonas Long, Miss Martha Long and Mr. and Mrs. S. D. Cross spent Monday in Suffolk. Miss Long and Mrs. Cross were guests of Mrs. Irene Baker, of Fifth street. Mr. Cross motored to Holland and visited his mother, Mrs. Mary L. Cross. (595, 274, 776, 374)
ad-line: Store at David Dean's (1208, 1068, 1322, 1081)
subheading: RUTH ART SEWING CIRCLE (215, 1819, 386, 1833)
ad-line: AGENTS WANTED (1406, 1173, 1511, 1185)
photo-caption: MISS CHARLOTTE REID, a recent graduate of Sargeant School, Boston. (792, 342, 966, 376)
article-paragraph: Services were well attended at the First Baptist Church Sunday. There was quite a number of scholars in the Sunday school. At 12 o'clock the pastor preached his regular morning sermon and at 3 o'clock he preached the annual sermon to the Good Samaritans who were out in a body. (403, 1716, 583, 1841)
graduate-portrait-photo (792, 125, 966, 339)
article-paragraph: Mrs. Clara Jones, of Philadelphia, was the guest of her mother-in-law, Mrs. Maggie Jones Sunday. She was accompanied by Miss Anna T. Diggs, of Portsmouth. (595, 119, 776, 195)
page-number: PAGE EIGHT (15, 6, 104, 20)
